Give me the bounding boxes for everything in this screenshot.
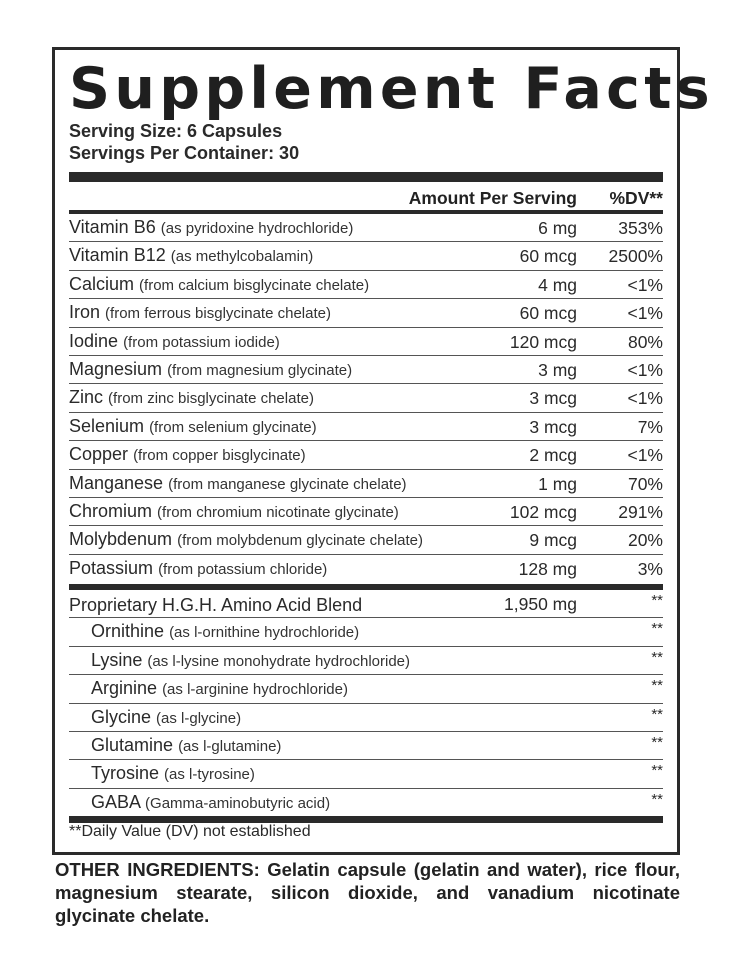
daily-value: 70% <box>627 473 663 494</box>
ingredient-name <box>91 735 281 756</box>
nutrient-row <box>69 555 663 583</box>
daily-value: <1% <box>627 274 663 295</box>
nutrient-row <box>69 526 663 554</box>
ingredient-label: Proprietary H.G.H. Amino Acid Blend <box>69 595 363 615</box>
ingredient-name <box>69 416 317 437</box>
ingredient-name <box>91 650 410 671</box>
ingredient-label: Magnesium <box>69 358 163 379</box>
ingredient-name <box>69 501 399 522</box>
nutrient-row <box>69 498 663 526</box>
ingredient-source: (from chromium nicotinate glycinate) <box>157 503 399 521</box>
nutrient-row <box>69 242 663 270</box>
bottom-thick-divider <box>69 816 663 823</box>
ingredient-source: (from copper bisglycinate) <box>133 447 306 465</box>
amount-value: 102 mcg <box>509 501 577 522</box>
ingredient-source: (as methylcobalamin) <box>170 248 314 266</box>
ingredient-name <box>91 792 330 813</box>
daily-value: ** <box>651 677 663 695</box>
ingredient-source: (from zinc bisglycinate chelate) <box>108 390 314 408</box>
nutrient-row <box>69 299 663 327</box>
amount-per-serving-header: Amount Per Serving <box>408 188 577 208</box>
amount-value: 3 mcg <box>529 388 577 409</box>
daily-value: 2500% <box>608 246 663 267</box>
top-thick-divider <box>69 172 663 182</box>
daily-value: ** <box>651 762 663 780</box>
ingredient-source: (from magnesium glycinate) <box>167 361 353 379</box>
blend-ingredient-row <box>69 675 663 703</box>
panel-title: Supplement Facts <box>69 56 714 122</box>
daily-value: <1% <box>627 303 663 324</box>
ingredient-label: Molybdenum <box>69 529 173 550</box>
daily-value: 353% <box>618 218 663 238</box>
daily-value: <1% <box>627 359 663 380</box>
ingredient-label: Manganese <box>69 472 164 493</box>
blend-row <box>69 590 663 618</box>
ingredient-name <box>69 245 313 266</box>
panel-content <box>69 50 714 852</box>
daily-value-header: %DV** <box>609 188 663 208</box>
other-ingredients: OTHER INGREDIENTS: Gelatin capsule (gelatin and water), rice flour, magnesium stearate, silicon dioxide, and vanadium nicotinate glycinate chelate. <box>55 859 680 926</box>
ingredient-label: Calcium <box>69 273 135 294</box>
nutrient-row <box>69 214 663 242</box>
daily-value: ** <box>651 790 663 808</box>
ingredient-label: Chromium <box>69 500 153 521</box>
ingredient-label: Vitamin B6 <box>69 217 156 237</box>
ingredient-source: (from potassium iodide) <box>123 333 280 351</box>
ingredient-label: Iron <box>69 302 101 323</box>
ingredient-label: Glutamine <box>91 734 174 755</box>
ingredient-label: Iodine <box>69 330 119 351</box>
amount-value: 1 mg <box>538 473 577 494</box>
ingredient-name <box>69 473 407 494</box>
ingredient-label: Vitamin B12 <box>69 245 166 266</box>
ingredient-name <box>69 302 331 323</box>
nutrient-row <box>69 271 663 299</box>
ingredient-source: (as l-glutamine) <box>178 737 282 755</box>
nutrient-row <box>69 328 663 356</box>
nutrient-row <box>69 470 663 498</box>
ingredient-name <box>91 678 348 699</box>
ingredient-name <box>69 274 369 295</box>
blend-ingredient-row <box>69 760 663 788</box>
daily-value: 291% <box>618 501 663 522</box>
blend-ingredient-row <box>69 704 663 732</box>
ingredient-label: Potassium <box>69 557 154 578</box>
amount-value: 60 mcg <box>519 303 577 324</box>
ingredient-label: Ornithine <box>91 621 165 642</box>
daily-value: ** <box>651 592 663 609</box>
ingredient-name <box>69 529 423 550</box>
daily-value: <1% <box>627 388 663 409</box>
ingredient-source: (as l-lysine monohydrate hydrochloride) <box>147 652 411 670</box>
daily-value: <1% <box>627 445 663 466</box>
amount-value: 3 mcg <box>529 416 577 437</box>
ingredient-source: (from potassium chloride) <box>158 560 328 578</box>
ingredient-name <box>69 387 314 408</box>
ingredient-source: (from molybdenum glycinate chelate) <box>177 532 424 550</box>
ingredient-name <box>91 621 359 642</box>
daily-value: ** <box>651 620 663 638</box>
amount-value: 4 mg <box>538 274 577 295</box>
amount-value: 3 mg <box>538 359 577 380</box>
ingredient-source: (from manganese glycinate chelate) <box>168 475 407 493</box>
supplement-facts-panel <box>52 47 714 855</box>
daily-value: ** <box>651 733 663 751</box>
blend-ingredient-row <box>69 647 663 675</box>
ingredient-name <box>91 707 241 728</box>
ingredient-label: Glycine <box>91 706 152 727</box>
ingredient-source: (as l-tyrosine) <box>164 766 255 784</box>
ingredient-label: Arginine <box>91 678 158 699</box>
ingredient-label: GABA <box>91 791 141 812</box>
ingredient-name <box>69 217 353 238</box>
amount-value: 6 mg <box>538 218 577 238</box>
amount-value: 2 mcg <box>529 445 577 466</box>
ingredient-label: Selenium <box>69 415 145 436</box>
ingredient-source: (from selenium glycinate) <box>149 418 317 436</box>
blend-ingredient-row <box>69 789 663 817</box>
ingredient-name <box>69 331 280 352</box>
daily-value-footnote: **Daily Value (DV) not established <box>69 823 311 840</box>
blend-ingredient-row <box>69 618 663 646</box>
ingredient-source: (as l-ornithine hydrochloride) <box>169 624 360 642</box>
nutrient-rows <box>69 214 663 583</box>
nutrient-row <box>69 356 663 384</box>
ingredient-label: Copper <box>69 444 129 465</box>
daily-value: ** <box>651 705 663 723</box>
daily-value: ** <box>651 648 663 666</box>
daily-value: 80% <box>627 331 663 352</box>
ingredient-source: (from calcium bisglycinate chelate) <box>139 276 370 294</box>
ingredient-label: Lysine <box>91 649 143 670</box>
daily-value: 20% <box>627 530 663 551</box>
amount-value: 120 mcg <box>509 331 577 352</box>
ingredient-name <box>69 558 327 579</box>
daily-value: 7% <box>637 416 663 437</box>
ingredient-source: (from ferrous bisglycinate chelate) <box>105 305 331 323</box>
nutrient-row <box>69 441 663 469</box>
amount-value: 60 mcg <box>519 246 577 267</box>
nutrient-row <box>69 384 663 412</box>
blend-rows <box>69 590 663 817</box>
ingredient-source: (as l-arginine hydrochloride) <box>162 681 348 699</box>
amount-value: 1,950 mg <box>504 594 577 614</box>
ingredient-source: (as l-glycine) <box>156 709 242 727</box>
ingredient-name <box>69 359 352 380</box>
ingredient-name <box>91 763 255 784</box>
amount-value: 128 mg <box>518 558 577 579</box>
nutrient-row <box>69 413 663 441</box>
ingredient-source: (as pyridoxine hydrochloride) <box>160 220 354 237</box>
daily-value: 3% <box>637 558 663 579</box>
ingredient-name <box>69 444 306 465</box>
servings-per-container: Servings Per Container: 30 <box>69 143 300 163</box>
ingredient-source: (Gamma-aminobutyric acid) <box>145 794 331 812</box>
ingredient-label: Tyrosine <box>91 763 160 784</box>
serving-size: Serving Size: 6 Capsules <box>69 121 283 141</box>
blend-ingredient-row <box>69 732 663 760</box>
amount-value: 9 mcg <box>529 530 577 551</box>
ingredient-name <box>69 595 362 616</box>
ingredient-label: Zinc <box>69 387 104 408</box>
